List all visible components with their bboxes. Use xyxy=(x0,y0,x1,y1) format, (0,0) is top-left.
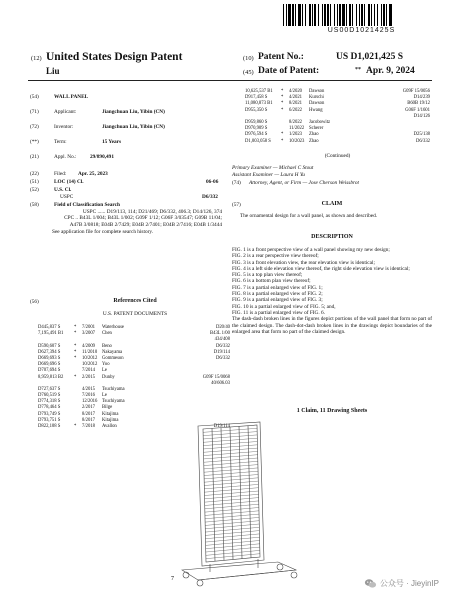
reference-date: 4/2020 xyxy=(289,89,303,94)
reference-no: D669,696 S xyxy=(38,362,61,368)
reference-no: D1,003,058 S xyxy=(245,138,271,144)
wall-panel-drawing xyxy=(168,420,308,588)
reference-cls: D19/114 xyxy=(213,424,230,429)
reference-mark: * xyxy=(281,132,284,138)
biblio-term: (**) Term: 15 Years xyxy=(30,139,122,145)
reference-no: D976,594 S xyxy=(245,132,268,138)
references-continued: (Continued) xyxy=(324,153,351,159)
reference-no: D959,860 S xyxy=(245,119,268,125)
fig-8-description: FIG. 8 is a partial enlarged view of FIG. 2; xyxy=(232,291,323,298)
fig-6-description: FIG. 6 is a bottom plan view thereof; xyxy=(232,278,311,285)
reference-cls: 40/606.03 xyxy=(211,380,230,386)
code-45: (45) xyxy=(243,69,254,76)
reference-cls: D25/138 xyxy=(413,132,430,138)
reference-cls: D6/332 xyxy=(215,343,230,349)
patent-number: US D1,021,425 S xyxy=(336,52,404,62)
biblio-us-cl: (52) U.S. Cl. xyxy=(30,187,72,193)
reference-name: Yoo xyxy=(102,362,110,368)
reference-name: Waterhouse xyxy=(102,325,125,330)
biblio-title: (54) WALL PANEL xyxy=(30,94,89,100)
description-title: DESCRIPTION xyxy=(311,234,353,240)
reference-list-continued xyxy=(245,89,430,145)
search-history-note: See application file for complete search history. xyxy=(52,228,153,235)
reference-no: 7,195,491 B1 xyxy=(38,331,64,337)
reference-name: Le xyxy=(102,393,107,399)
reference-date: 4/2015 xyxy=(82,386,96,392)
watermark xyxy=(364,577,439,590)
document-type-title: United States Design Patent xyxy=(46,51,183,63)
reference-cls: D14/239 xyxy=(413,95,430,101)
reference-row xyxy=(245,139,430,145)
biblio-inventor: (72) Inventor: Jiangchuan Liu, Yibin (CN) xyxy=(30,124,165,130)
claim-text: The ornamental design for a wall panel, as shown and described. xyxy=(240,213,378,219)
reference-no: D778,464 S xyxy=(38,405,61,411)
reference-date: 7/2016 xyxy=(82,393,96,399)
reference-name: Chen xyxy=(102,331,112,337)
reference-date: 8/2021 xyxy=(289,101,303,107)
reference-list xyxy=(38,325,230,430)
bibliographic-data xyxy=(30,94,230,235)
biblio-appl-no: (21) Appl. No.: 29/890,491 xyxy=(30,154,114,160)
search-uspc: USPC ...... D19/113, 114; D21/469; D6/332, 406.3; D14/126, 374 xyxy=(82,209,222,215)
reference-mark: * xyxy=(74,325,77,330)
reference-mark: * xyxy=(74,424,77,429)
reference-name: Beno xyxy=(102,343,112,349)
reference-mark: * xyxy=(74,349,77,355)
barcode-image xyxy=(283,4,440,26)
reference-date: 2/2015 xyxy=(82,374,96,380)
reference-cls: D14/126 xyxy=(413,113,430,119)
reference-name: Dawson xyxy=(309,89,325,94)
reference-date: 10/2012 xyxy=(82,355,98,361)
reference-cls: G06F 1/1601 xyxy=(405,107,430,113)
wechat-icon xyxy=(364,577,377,590)
inventor-short-name: Liu xyxy=(46,66,60,76)
reference-cls: D6/332 xyxy=(215,355,230,361)
fig-3-description: FIG. 3 is a front elevation view, the rear elevation view is identical; xyxy=(232,259,375,266)
references-subtitle: U.S. PATENT DOCUMENTS xyxy=(102,311,168,317)
search-cpc: CPC .. B43L 1/004; B43L 1/002; G09F 1/12; G06F 3/03547; G09B 11/04; A47B 3/0818; E04B 2/7429; E04B 2/7401; E04B 2/7416; E04B 1/3444 xyxy=(64,215,222,228)
reference-date: 1/2023 xyxy=(289,132,303,138)
reference-name: Tsuchiyama xyxy=(102,386,125,392)
reference-name: Dunby xyxy=(102,374,115,380)
reference-no: 10,625,537 B1 xyxy=(245,89,273,94)
biblio-field-search: (58) Field of Classification Search xyxy=(30,202,120,208)
reference-no: D707,694 S xyxy=(38,368,61,374)
reference-name: Hwang xyxy=(309,107,323,113)
reference-name: Zhao xyxy=(309,138,319,144)
reference-date: 7/2018 xyxy=(82,424,96,429)
header-divider xyxy=(28,80,432,81)
reference-cls: B43L 1/00 xyxy=(209,331,230,337)
reference-no: 11,080,873 B1 xyxy=(245,101,273,107)
fig-5-description: FIG. 5 is a top plan view thereof; xyxy=(232,272,303,279)
references-code: (56) xyxy=(30,299,39,305)
reference-date: 4/2009 xyxy=(82,343,96,349)
attorney: Attorney, Agent, or Firm — Jose Cherson Weissbrot xyxy=(249,180,360,186)
fig-4-description: FIG. 4 is a left side elevation view thereof, the right side elevation view is identical; xyxy=(232,265,410,272)
reference-no: D590,607 S xyxy=(38,343,61,349)
fig-2-description: FIG. 2 is a rear perspective view thereof; xyxy=(232,253,319,260)
claims-sheets-summary: 1 Claim, 11 Drawing Sheets xyxy=(296,408,368,414)
reference-date: 7/2001 xyxy=(82,325,96,330)
reference-mark: * xyxy=(281,138,284,144)
date-marker: ** xyxy=(355,67,361,73)
reference-date: 8/2022 xyxy=(289,119,303,125)
reference-name: Le xyxy=(102,368,107,374)
reference-no: D445,837 S xyxy=(38,325,61,330)
reference-name: Jacobowitz xyxy=(309,119,331,125)
claim-title: CLAIM xyxy=(321,201,343,207)
reference-date: 11/2010 xyxy=(82,349,98,355)
reference-name: Avallon xyxy=(102,424,117,429)
biblio-loc: (51) LOC (14) Cl. 06-06 xyxy=(30,179,219,185)
reference-date: 10/2023 xyxy=(289,138,305,144)
reference-no: D627,394 S xyxy=(38,349,61,355)
reference-name: Kitajima xyxy=(102,411,119,417)
reference-mark: * xyxy=(74,355,77,361)
reference-no: D774,318 S xyxy=(38,399,61,405)
reference-date: 8/2017 xyxy=(82,411,96,417)
barcode-number: US00D1021425S xyxy=(327,27,396,34)
reference-date: 4/2021 xyxy=(289,95,303,101)
biblio-applicant: (71) Applicant: Jiangchuan Liu, Yibin (CN) xyxy=(30,109,165,115)
assistant-examiner: Assistant Examiner — Laura H Yu xyxy=(232,172,305,178)
reference-name: Zhao xyxy=(309,132,319,138)
fig-11-description: FIG. 11 is a partial enlarged view of FIG. 6. xyxy=(232,309,325,316)
primary-examiner: Primary Examiner — Michael C Stout xyxy=(232,165,314,171)
reference-mark: * xyxy=(281,107,284,113)
reference-name: Bilge xyxy=(102,405,113,411)
watermark-text: 公众号 · JieyinIP xyxy=(379,579,439,588)
reference-date: 12/2016 xyxy=(82,399,98,405)
reference-no: D917,458 S xyxy=(245,95,268,101)
reference-no: D955,350 S xyxy=(245,107,268,113)
references-title: References Cited xyxy=(113,298,157,304)
drawing-reference-number: 7 xyxy=(171,576,174,582)
reference-cls: D20/40 xyxy=(215,325,230,330)
reference-name: Gommeson xyxy=(102,355,124,361)
reference-date: 6/2022 xyxy=(289,107,303,113)
reference-name: Kurschi xyxy=(309,95,324,101)
reference-name: Scherer xyxy=(309,126,324,132)
claim-code: (57) xyxy=(232,202,241,208)
fig-9-description: FIG. 9 is a partial enlarged view of FIG. 3; xyxy=(232,297,323,304)
reference-date: 7/2014 xyxy=(82,368,96,374)
reference-mark: * xyxy=(281,95,284,101)
reference-no: D822,108 S xyxy=(38,424,61,429)
reference-mark: * xyxy=(74,331,77,337)
reference-date: 11/2022 xyxy=(289,126,305,132)
reference-mark: * xyxy=(74,343,77,349)
fig-7-description: FIG. 7 is a partial enlarged view of FIG. 1; xyxy=(232,284,323,291)
reference-mark: * xyxy=(74,374,77,380)
reference-no: 8,959,813 B2 xyxy=(38,374,64,380)
reference-no: D970,909 S xyxy=(245,126,268,132)
biblio-filed: (22) Filed: Apr. 25, 2023 xyxy=(30,171,108,177)
reference-no: D793,749 S xyxy=(38,411,61,417)
reference-date: 8/2017 xyxy=(82,417,96,423)
biblio-uspc: USPC D6/332 xyxy=(60,194,218,200)
reference-date: 2/2017 xyxy=(82,405,96,411)
reference-cls: 434/408 xyxy=(214,337,230,343)
reference-name: Dawson xyxy=(309,101,325,107)
reference-cls: D6/332 xyxy=(415,138,430,144)
reference-mark: * xyxy=(281,89,284,94)
fig-1-description: FIG. 1 is a front perspective view of a wall panel showing my new design; xyxy=(232,247,390,253)
patent-no-label: Patent No.: xyxy=(258,52,304,62)
fig-10-description: FIG. 10 is a partial enlarged view of FIG. 5; and, xyxy=(232,303,336,310)
reference-mark: * xyxy=(281,101,284,107)
reference-cls: G09F 15/0068 xyxy=(202,374,230,380)
reference-date: 3/2007 xyxy=(82,331,96,337)
reference-cls: D19/114 xyxy=(213,349,230,355)
reference-cls: B60B 19/12 xyxy=(407,101,430,107)
code-12: (12) xyxy=(31,55,42,62)
reference-name: Nakayama xyxy=(102,349,123,355)
reference-name: Tsuchiyama xyxy=(102,399,125,405)
reference-no: D793,751 S xyxy=(38,417,61,423)
reference-cls: G09F 15/0056 xyxy=(402,89,430,94)
reference-no: D760,519 S xyxy=(38,393,61,399)
description-body xyxy=(232,247,432,335)
reference-no: D669,693 S xyxy=(38,355,61,361)
reference-no: D727,637 S xyxy=(38,386,61,392)
broken-lines-description: The dash-dash broken lines in the figures depict portions of the wall panel that form no part of the claimed design. The dash-dot-dash broken lines in the drawings depict boundaries of the enlarged area that form no part of the claimed design. xyxy=(232,316,432,335)
patent-date: Apr. 9, 2024 xyxy=(366,66,415,76)
date-label: Date of Patent: xyxy=(258,66,320,76)
reference-name: Kitajima xyxy=(102,417,119,423)
attorney-code: (74) xyxy=(232,180,241,186)
code-10: (10) xyxy=(243,55,254,62)
reference-date: 10/2012 xyxy=(82,362,98,368)
